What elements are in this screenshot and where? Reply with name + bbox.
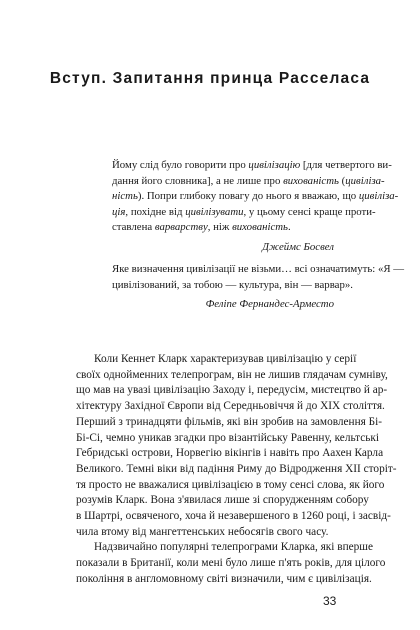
- paragraph-2: [76, 540, 386, 587]
- epigraph-line: Йому слід було говорити про цивілізацію [для четвертого ви-: [112, 159, 392, 171]
- epigraph-line: Яке визначення цивілізації не візьми… всі означатимуть: «Я —: [112, 263, 405, 275]
- paragraph-1: [76, 352, 397, 540]
- text-line: Великого. Темні віки від падіння Риму до Відродження XII сторіт-: [76, 462, 397, 475]
- text-line: розумів Кларк. Вона з'явилася лише зі спорудженням собору: [76, 494, 369, 507]
- text-line: своїх однойменних телепрограм, він не лишив глядачам сумніву,: [76, 368, 388, 381]
- text-line: Гебридські острови, Норвегію вікінгів і навіть про Аахен Карла: [76, 447, 384, 460]
- epigraph-attribution: Джеймс Босвел: [262, 240, 334, 253]
- epigraph-fernandez-armesto: [112, 262, 405, 313]
- text-line: покоління в англомовному світі визначили, чим є цивілізація.: [76, 572, 372, 585]
- text-line: Надзвичайно популярні телепрограми Кларка, які вперше: [94, 541, 374, 554]
- text-line: Перший з тринадцяти фільмів, які він зробив на замовлення Бі-: [76, 415, 383, 428]
- chapter-title: Вступ. Запитання принца Расселаса: [49, 70, 371, 87]
- epigraph-line: дання його словника], а не лише про вихованість (цивіліза-: [112, 174, 385, 187]
- text-line: в Шартрі, освяченого, хоча й незавершеного в 1260 році, і засвід-: [76, 510, 391, 523]
- text-line: хітектуру Західної Європи від Середньовіччя й до XIX століття.: [76, 400, 385, 413]
- text-line: Бі-Сі, чемно уникав згадки про візантійську Равенну, кельтські: [76, 431, 380, 444]
- epigraph-attribution: Феліпе Фернандес-Арместо: [205, 298, 334, 310]
- epigraph-boswell: [112, 158, 399, 255]
- text-line: тя просто не вважалися цивілізацією в тому сенсі слова, як його: [76, 478, 385, 491]
- page-number: 33: [323, 594, 337, 608]
- text-line: що мав на увазі цивілізацію Заходу і, передусім, мистецтво й ар-: [76, 384, 388, 397]
- epigraph-line: ність). Попри глибоку повагу до нього я вважаю, що цивіліза-: [112, 190, 399, 202]
- text-line: Коли Кеннет Кларк характеризував цивілізацію у серії: [94, 353, 357, 365]
- epigraph-line: ція, похідне від цивілізувати, у цьому сенсі краще проти-: [112, 205, 376, 218]
- text-line: показали в Британії, коли мені було лише п'ять років, для цілого: [76, 557, 386, 570]
- epigraph-line: цивілізований, за тобою — культура, він — варвар».: [112, 278, 353, 291]
- text-line: чила втому від мангеттенських небосягів свого часу.: [76, 525, 329, 538]
- epigraph-line: ставлена варварству, ніж вихованість.: [112, 221, 291, 233]
- body-text: [76, 352, 397, 588]
